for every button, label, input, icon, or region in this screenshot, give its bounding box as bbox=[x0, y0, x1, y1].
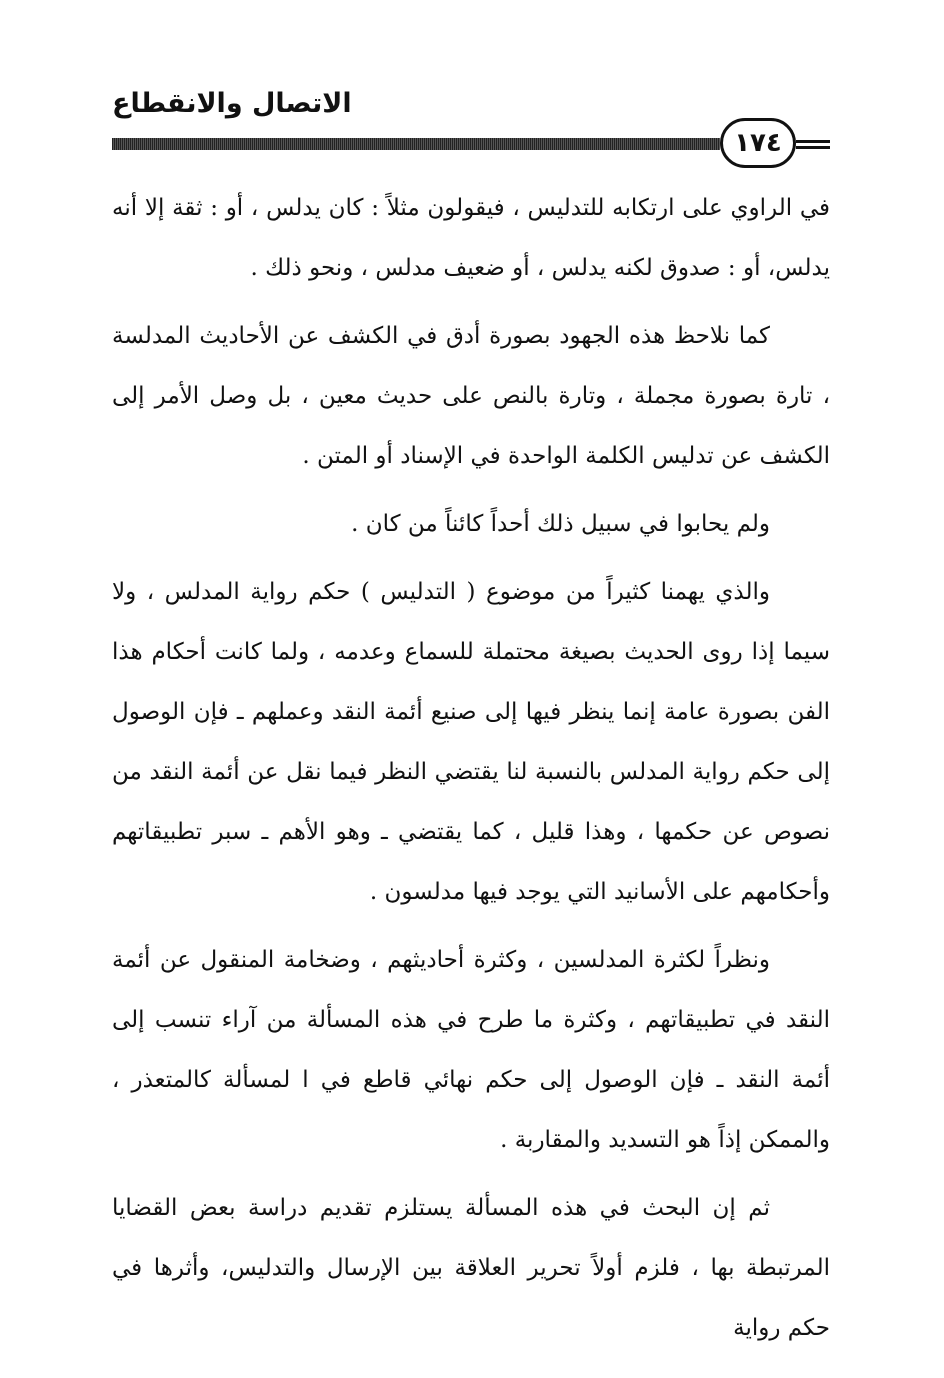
body-text bbox=[112, 178, 830, 1358]
paragraph-5: ونظراً لكثرة المدلسين ، وكثرة أحاديثهم ، وضخامة المنقول عن أئمة النقد في تطبيقاتهم ، وكثرة ما طرح في هذه المسألة من آراء تنسب إلى أئمة النقد ـ فإن الوصول إلى حكم نهائي قاطع في ا لمسألة كالمتعذر ، والممكن إذاً هو التسديد والمقاربة . bbox=[112, 947, 830, 1153]
page-number-badge bbox=[720, 118, 796, 168]
running-title: الاتصال والانقطاع bbox=[112, 88, 352, 119]
header-rule-right bbox=[796, 140, 830, 149]
paragraph-3: ولم يحابوا في سبيل ذلك أحداً كائناً من كان . bbox=[351, 511, 770, 537]
page-number: ١٧٤ bbox=[734, 128, 782, 158]
header-rule bbox=[112, 138, 720, 150]
paragraph-4: والذي يهمنا كثيراً من موضوع ( التدليس ) حكم رواية المدلس ، ولا سيما إذا روى الحديث بصيغة محتملة للسماع وعدمه ، ولما كانت أحكام هذا الفن بصورة عامة إنما ينظر فيها إلى صنيع أئمة النقد وعملهم ـ فإن الوصول إلى حكم رواية المدلس بالنسبة لنا يقتضي النظر فيما نقل عن أئمة النقد من نصوص عن حكمها ، وهذا قليل ، كما يقتضي ـ وهو الأهم ـ سبر تطبيقاتهم وأحكامهم على الأسانيد التي يوجد فيها مدلسون . bbox=[112, 579, 830, 905]
paragraph-2: كما نلاحظ هذه الجهود بصورة أدق في الكشف عن الأحاديث المدلسة ، تارة بصورة مجملة ، وتارة بالنص على حديث معين ، بل وصل الأمر إلى الكشف عن تدليس الكلمة الواحدة في الإسناد أو المتن . bbox=[112, 323, 830, 469]
paragraph-6: ثم إن البحث في هذه المسألة يستلزم تقديم دراسة بعض القضايا المرتبطة بها ، فلزم أولاً تحرير العلاقة بين الإرسال والتدليس، وأثرها في حكم رواية bbox=[112, 1195, 830, 1341]
paragraph-1: في الراوي على ارتكابه للتدليس ، فيقولون مثلاً : كان يدلس ، أو : ثقة إلا أنه يدلس، أو : صدوق لكنه يدلس ، أو ضعيف مدلس ، ونحو ذلك . bbox=[112, 195, 830, 281]
